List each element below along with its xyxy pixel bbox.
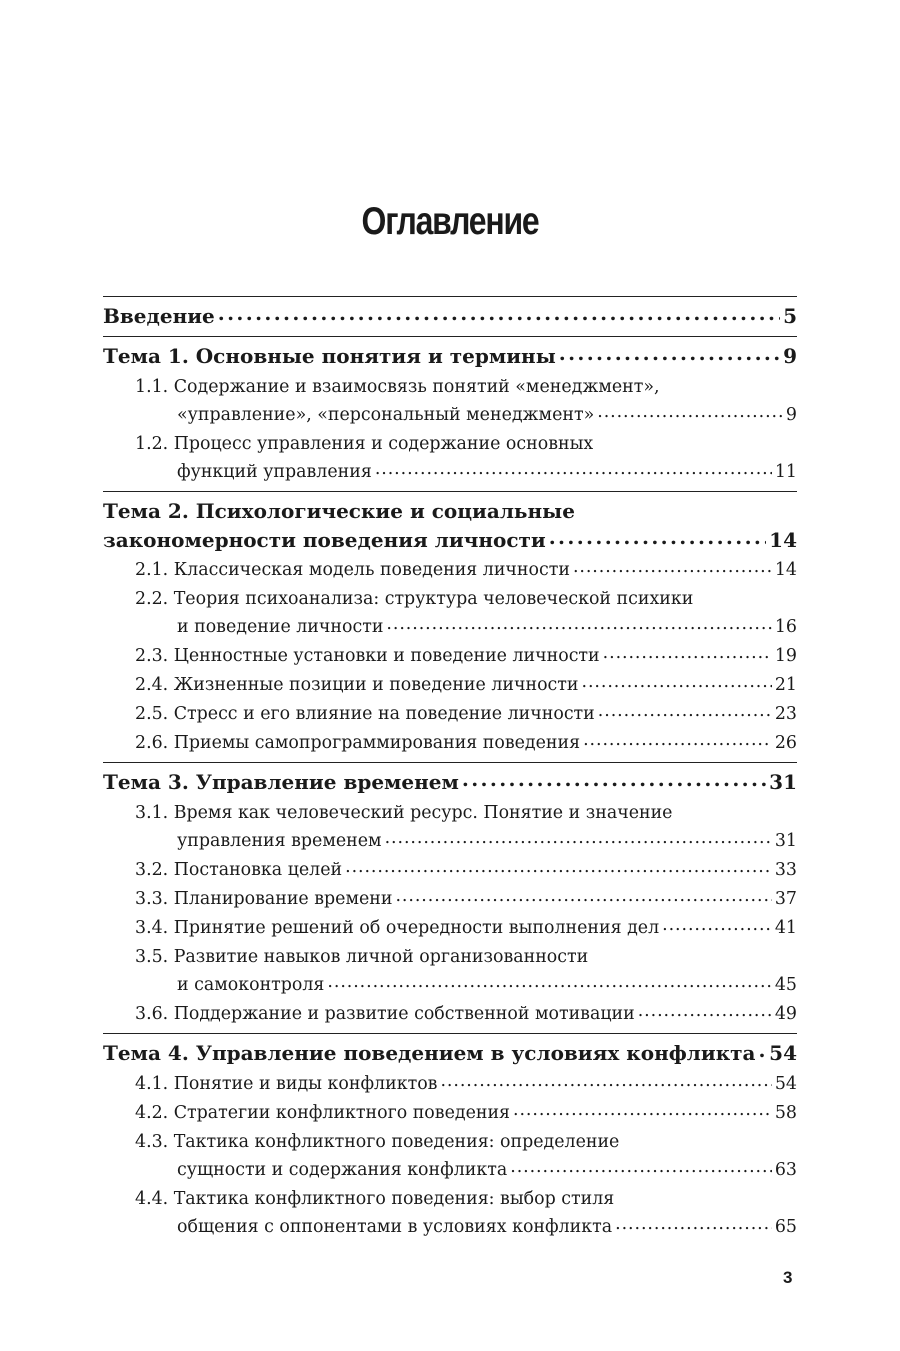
toc-entry-label-line1: Тема 2. Психологические и социальные bbox=[103, 499, 575, 523]
page-number: 3 bbox=[783, 1268, 793, 1287]
toc-intro bbox=[103, 297, 797, 336]
dot-leader bbox=[510, 1159, 772, 1179]
dot-leader bbox=[327, 974, 771, 994]
toc-subentry-line2: «управление», «персональный менеджмент» bbox=[177, 405, 595, 425]
toc-entry[interactable] bbox=[103, 496, 797, 554]
dot-leader bbox=[597, 404, 783, 424]
toc-page-number: 16 bbox=[774, 617, 797, 637]
toc-subentry[interactable] bbox=[103, 373, 797, 429]
toc-subentry-label: 2.6. Приемы самопрограммирования поведения bbox=[135, 733, 581, 753]
dot-leader bbox=[549, 529, 766, 549]
toc-page-number: 5 bbox=[783, 304, 797, 328]
toc-topic-3 bbox=[103, 763, 797, 1033]
toc-entry-label: Тема 4. Управление поведением в условиях конфликта bbox=[103, 1041, 756, 1065]
toc-subentry[interactable] bbox=[103, 943, 797, 999]
dot-leader bbox=[345, 859, 772, 879]
toc-subentry[interactable] bbox=[103, 799, 797, 855]
toc-page-number: 9 bbox=[783, 344, 797, 368]
toc-entry-label: закономерности поведения личности bbox=[103, 528, 546, 552]
toc-subentry[interactable] bbox=[103, 914, 797, 942]
toc-topic-2 bbox=[103, 492, 797, 762]
toc-page-number: 49 bbox=[774, 1004, 797, 1024]
dot-leader bbox=[559, 346, 780, 366]
toc-page-number: 65 bbox=[774, 1217, 797, 1237]
toc-subentry-line2: общения с оппонентами в условиях конфликта bbox=[177, 1217, 613, 1237]
toc-subentry-line2: и поведение личности bbox=[177, 617, 384, 637]
dot-leader bbox=[603, 645, 772, 665]
toc-page-number: 54 bbox=[774, 1074, 797, 1094]
dot-leader bbox=[375, 461, 772, 481]
toc-subentry[interactable] bbox=[103, 1000, 797, 1028]
toc-subentry-line2: сущности и содержания конфликта bbox=[177, 1160, 508, 1180]
toc-subentry[interactable] bbox=[103, 642, 797, 670]
toc-entry[interactable] bbox=[103, 1038, 797, 1068]
toc-entry-label: Тема 1. Основные понятия и термины bbox=[103, 344, 556, 368]
toc-subentry-label: 3.2. Постановка целей bbox=[135, 860, 343, 880]
toc-subentry-label: 2.5. Стресс и его влияние на поведение личности bbox=[135, 704, 595, 724]
toc-subentry-line2: и самоконтроля bbox=[177, 975, 325, 995]
page-title: Оглавление bbox=[361, 200, 539, 243]
table-of-contents bbox=[103, 296, 797, 1246]
toc-subentry[interactable] bbox=[103, 856, 797, 884]
toc-page-number: 31 bbox=[774, 831, 797, 851]
toc-subentry-line1: 1.1. Содержание и взаимосвязь понятий «менеджмент», bbox=[135, 377, 660, 397]
toc-page-number: 37 bbox=[774, 889, 797, 909]
toc-page-number: 31 bbox=[769, 770, 797, 794]
toc-subentry-label: 3.6. Поддержание и развитие собственной мотивации bbox=[135, 1004, 635, 1024]
dot-leader bbox=[462, 772, 766, 792]
toc-topic-4 bbox=[103, 1034, 797, 1246]
toc-subentry[interactable] bbox=[103, 1128, 797, 1184]
dot-leader bbox=[598, 703, 772, 723]
toc-subentry-label: 2.3. Ценностные установки и поведение личности bbox=[135, 646, 600, 666]
dot-leader bbox=[395, 888, 771, 908]
toc-page-number: 33 bbox=[774, 860, 797, 880]
toc-subentry-label: 4.2. Стратегии конфликтного поведения bbox=[135, 1103, 511, 1123]
toc-page-number: 14 bbox=[774, 560, 797, 580]
toc-subentry[interactable] bbox=[103, 1099, 797, 1127]
dot-leader bbox=[583, 732, 772, 752]
dot-leader bbox=[615, 1216, 772, 1236]
dot-leader bbox=[440, 1073, 771, 1093]
toc-subentry-label: 2.4. Жизненные позиции и поведение личности bbox=[135, 675, 579, 695]
toc-page-number: 21 bbox=[774, 675, 797, 695]
toc-page-number: 23 bbox=[774, 704, 797, 724]
toc-page-number: 14 bbox=[769, 528, 797, 552]
toc-subentry-label: 2.1. Классическая модель поведения личности bbox=[135, 560, 570, 580]
dot-leader bbox=[385, 830, 772, 850]
dot-leader bbox=[218, 306, 780, 326]
toc-subentry[interactable] bbox=[103, 1185, 797, 1241]
toc-page-number: 26 bbox=[774, 733, 797, 753]
toc-topic-1 bbox=[103, 337, 797, 491]
toc-subentry-line1: 4.3. Тактика конфликтного поведения: определение bbox=[135, 1132, 620, 1152]
toc-subentry[interactable] bbox=[103, 556, 797, 584]
toc-page-number: 11 bbox=[774, 462, 797, 482]
toc-subentry-line1: 4.4. Тактика конфликтного поведения: выбор стиля bbox=[135, 1189, 615, 1209]
toc-page-number: 41 bbox=[774, 918, 797, 938]
dot-leader bbox=[573, 559, 772, 579]
toc-entry-label: Введение bbox=[103, 304, 215, 328]
toc-entry-label: Тема 3. Управление временем bbox=[103, 770, 459, 794]
toc-subentry[interactable] bbox=[103, 671, 797, 699]
dot-leader bbox=[386, 616, 771, 636]
toc-page-number: 19 bbox=[774, 646, 797, 666]
toc-page-number: 9 bbox=[785, 405, 797, 425]
toc-page-number: 45 bbox=[774, 975, 797, 995]
toc-subentry-line1: 3.1. Время как человеческий ресурс. Понятие и значение bbox=[135, 803, 673, 823]
toc-page-number: 58 bbox=[774, 1103, 797, 1123]
toc-subentry-label: 3.3. Планирование времени bbox=[135, 889, 393, 909]
dot-leader bbox=[638, 1003, 772, 1023]
toc-subentry-label: 4.1. Понятие и виды конфликтов bbox=[135, 1074, 438, 1094]
dot-leader bbox=[582, 674, 772, 694]
toc-subentry-line1: 1.2. Процесс управления и содержание основных bbox=[135, 434, 594, 454]
toc-subentry-label: 3.4. Принятие решений об очередности выполнения дел bbox=[135, 918, 660, 938]
toc-subentry[interactable] bbox=[103, 729, 797, 757]
dot-leader bbox=[662, 917, 772, 937]
toc-subentry[interactable] bbox=[103, 700, 797, 728]
toc-subentry-line2: функций управления bbox=[177, 462, 372, 482]
toc-subentry[interactable] bbox=[103, 885, 797, 913]
toc-subentry[interactable] bbox=[103, 1070, 797, 1098]
toc-entry[interactable] bbox=[103, 301, 797, 331]
dot-leader bbox=[759, 1043, 767, 1063]
toc-subentry-line1: 2.2. Теория психоанализа: структура человеческой психики bbox=[135, 589, 694, 609]
toc-entry[interactable] bbox=[103, 767, 797, 797]
toc-subentry[interactable] bbox=[103, 430, 797, 486]
dot-leader bbox=[513, 1102, 772, 1122]
toc-entry[interactable] bbox=[103, 341, 797, 371]
toc-page-number: 54 bbox=[769, 1041, 797, 1065]
toc-subentry-line2: управления временем bbox=[177, 831, 382, 851]
toc-subentry-line1: 3.5. Развитие навыков личной организованности bbox=[135, 947, 589, 967]
toc-subentry[interactable] bbox=[103, 585, 797, 641]
toc-page-number: 63 bbox=[774, 1160, 797, 1180]
